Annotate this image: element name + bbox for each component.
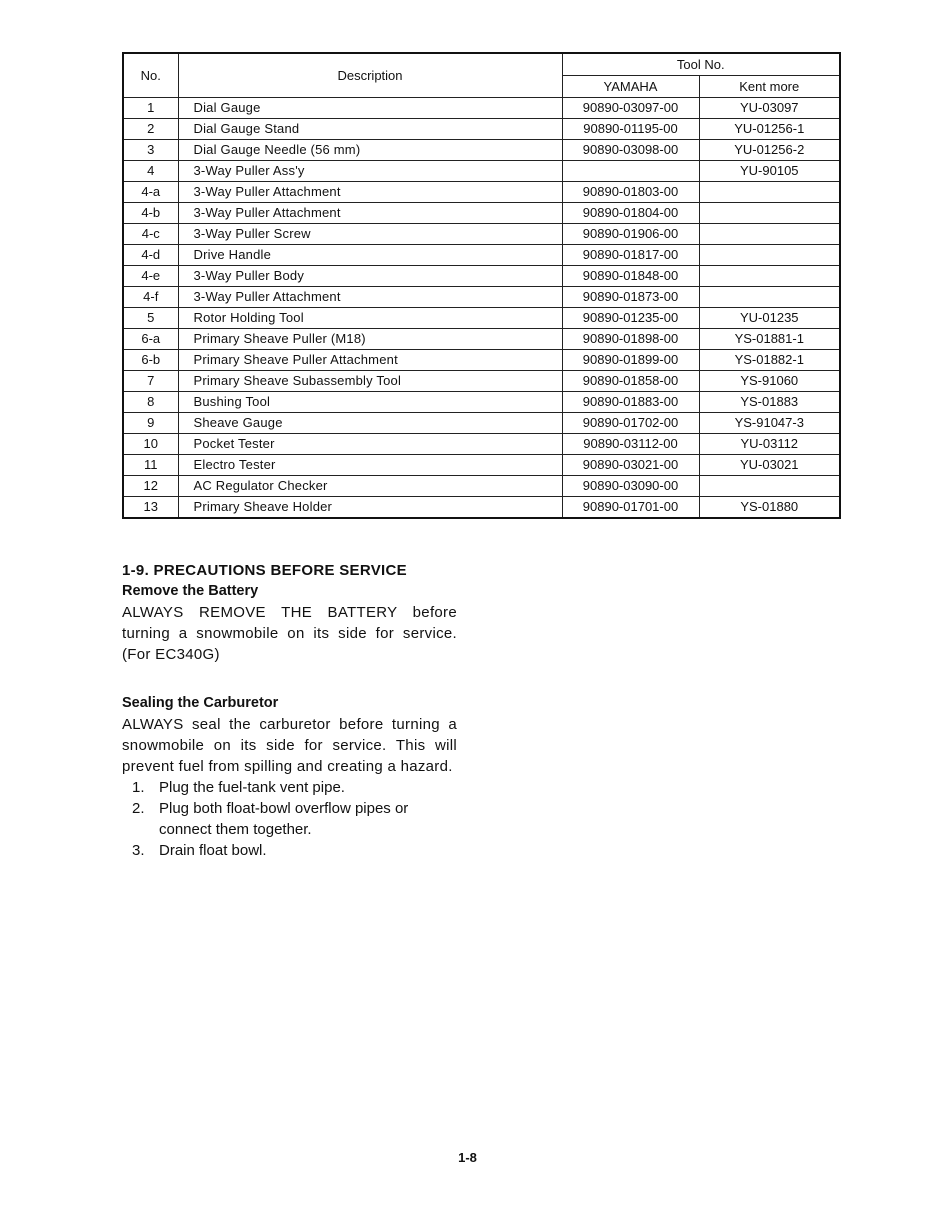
step-number: 1. <box>132 779 145 796</box>
cell-kent-more: YS-01882-1 <box>699 350 840 371</box>
step-number: 3. <box>132 842 145 859</box>
cell-yamaha: 90890-01848-00 <box>562 266 699 287</box>
cell-kent-more: YU-01256-2 <box>699 140 840 161</box>
cell-description: Dial Gauge Stand <box>178 119 562 140</box>
precautions-section <box>122 560 457 861</box>
cell-no: 3 <box>123 140 178 161</box>
cell-kent-more: YU-01235 <box>699 308 840 329</box>
special-tools-table <box>122 52 841 519</box>
table-row <box>123 287 840 308</box>
cell-description: Rotor Holding Tool <box>178 308 562 329</box>
step-number: 2. <box>132 800 145 817</box>
cell-description: Primary Sheave Puller Attachment <box>178 350 562 371</box>
cell-kent-more: YU-03112 <box>699 434 840 455</box>
cell-kent-more <box>699 287 840 308</box>
cell-yamaha: 90890-01195-00 <box>562 119 699 140</box>
table-row <box>123 119 840 140</box>
table-row <box>123 203 840 224</box>
cell-no: 11 <box>123 455 178 476</box>
cell-kent-more: YU-01256-1 <box>699 119 840 140</box>
cell-description: 3-Way Puller Ass'y <box>178 161 562 182</box>
table-row <box>123 266 840 287</box>
cell-no: 10 <box>123 434 178 455</box>
step-text: Plug the fuel-tank vent pipe. <box>159 779 345 796</box>
cell-description: 3-Way Puller Body <box>178 266 562 287</box>
cell-no: 4-b <box>123 203 178 224</box>
cell-no: 4-d <box>123 245 178 266</box>
cell-yamaha: 90890-03090-00 <box>562 476 699 497</box>
section-title: 1-9. PRECAUTIONS BEFORE SERVICE <box>122 562 407 579</box>
cell-description: 3-Way Puller Screw <box>178 224 562 245</box>
table-body <box>123 98 840 519</box>
cell-description: 3-Way Puller Attachment <box>178 182 562 203</box>
step-item <box>122 798 457 840</box>
step-item <box>122 777 457 798</box>
table-row <box>123 392 840 413</box>
cell-description: Dial Gauge Needle (56 mm) <box>178 140 562 161</box>
cell-no: 13 <box>123 497 178 519</box>
cell-yamaha: 90890-01803-00 <box>562 182 699 203</box>
cell-description: Electro Tester <box>178 455 562 476</box>
table-row <box>123 161 840 182</box>
table-header <box>123 53 840 98</box>
cell-no: 12 <box>123 476 178 497</box>
table-row <box>123 224 840 245</box>
cell-yamaha: 90890-01906-00 <box>562 224 699 245</box>
cell-kent-more: YS-01883 <box>699 392 840 413</box>
cell-kent-more <box>699 245 840 266</box>
cell-yamaha: 90890-03112-00 <box>562 434 699 455</box>
table-row <box>123 371 840 392</box>
cell-yamaha: 90890-03021-00 <box>562 455 699 476</box>
cell-yamaha: 90890-01235-00 <box>562 308 699 329</box>
cell-yamaha: 90890-01858-00 <box>562 371 699 392</box>
cell-kent-more: YU-03021 <box>699 455 840 476</box>
table-row <box>123 476 840 497</box>
cell-yamaha: 90890-01702-00 <box>562 413 699 434</box>
carburetor-heading: Sealing the Carburetor <box>122 695 279 711</box>
cell-kent-more: YS-01880 <box>699 497 840 519</box>
steps-list <box>122 777 457 861</box>
cell-yamaha: 90890-03098-00 <box>562 140 699 161</box>
table-row <box>123 182 840 203</box>
header-kent-more: Kent more <box>699 76 840 98</box>
table-row <box>123 497 840 519</box>
cell-description: Primary Sheave Subassembly Tool <box>178 371 562 392</box>
header-description: Description <box>178 53 562 98</box>
cell-kent-more <box>699 266 840 287</box>
table-row <box>123 413 840 434</box>
cell-kent-more <box>699 476 840 497</box>
cell-yamaha: 90890-01873-00 <box>562 287 699 308</box>
cell-yamaha <box>562 161 699 182</box>
step-text: Plug both float-bowl overflow pipes or connect them together. <box>159 800 409 838</box>
cell-yamaha: 90890-01701-00 <box>562 497 699 519</box>
table-row <box>123 434 840 455</box>
cell-no: 9 <box>123 413 178 434</box>
cell-kent-more: YU-03097 <box>699 98 840 119</box>
header-yamaha: YAMAHA <box>562 76 699 98</box>
cell-no: 4-c <box>123 224 178 245</box>
cell-no: 4-f <box>123 287 178 308</box>
cell-no: 6-b <box>123 350 178 371</box>
cell-no: 8 <box>123 392 178 413</box>
step-text: Drain float bowl. <box>159 842 267 859</box>
cell-no: 5 <box>123 308 178 329</box>
cell-description: 3-Way Puller Attachment <box>178 203 562 224</box>
cell-kent-more <box>699 203 840 224</box>
cell-description: AC Regulator Checker <box>178 476 562 497</box>
cell-kent-more <box>699 224 840 245</box>
carburetor-paragraph: ALWAYS seal the carburetor before turning a snowmobile on its side for service. This will prevent fuel from spilling and creating a hazard. <box>122 716 457 775</box>
cell-yamaha: 90890-01898-00 <box>562 329 699 350</box>
header-tool-no: Tool No. <box>562 53 840 76</box>
cell-description: Primary Sheave Holder <box>178 497 562 519</box>
page-number: 1-8 <box>458 1150 477 1165</box>
cell-kent-more: YS-01881-1 <box>699 329 840 350</box>
cell-yamaha: 90890-03097-00 <box>562 98 699 119</box>
cell-description: Drive Handle <box>178 245 562 266</box>
cell-yamaha: 90890-01804-00 <box>562 203 699 224</box>
cell-no: 4-e <box>123 266 178 287</box>
cell-no: 4 <box>123 161 178 182</box>
table-row <box>123 140 840 161</box>
cell-no: 2 <box>123 119 178 140</box>
battery-heading: Remove the Battery <box>122 583 259 599</box>
cell-yamaha: 90890-01883-00 <box>562 392 699 413</box>
battery-paragraph: ALWAYS REMOVE THE BATTERY before turning a snowmobile on its side for service. (For EC340G) <box>122 604 457 663</box>
cell-kent-more: YU-90105 <box>699 161 840 182</box>
cell-no: 1 <box>123 98 178 119</box>
cell-kent-more: YS-91047-3 <box>699 413 840 434</box>
cell-yamaha: 90890-01817-00 <box>562 245 699 266</box>
table-row <box>123 350 840 371</box>
cell-no: 4-a <box>123 182 178 203</box>
cell-description: Bushing Tool <box>178 392 562 413</box>
table-row <box>123 455 840 476</box>
cell-no: 6-a <box>123 329 178 350</box>
step-item <box>122 840 457 861</box>
table-row <box>123 245 840 266</box>
cell-yamaha: 90890-01899-00 <box>562 350 699 371</box>
cell-kent-more: YS-91060 <box>699 371 840 392</box>
table-row <box>123 98 840 119</box>
cell-description: Sheave Gauge <box>178 413 562 434</box>
cell-no: 7 <box>123 371 178 392</box>
cell-description: Primary Sheave Puller (M18) <box>178 329 562 350</box>
header-no: No. <box>123 53 178 98</box>
table-row <box>123 308 840 329</box>
cell-kent-more <box>699 182 840 203</box>
table-row <box>123 329 840 350</box>
cell-description: Pocket Tester <box>178 434 562 455</box>
cell-description: Dial Gauge <box>178 98 562 119</box>
cell-description: 3-Way Puller Attachment <box>178 287 562 308</box>
